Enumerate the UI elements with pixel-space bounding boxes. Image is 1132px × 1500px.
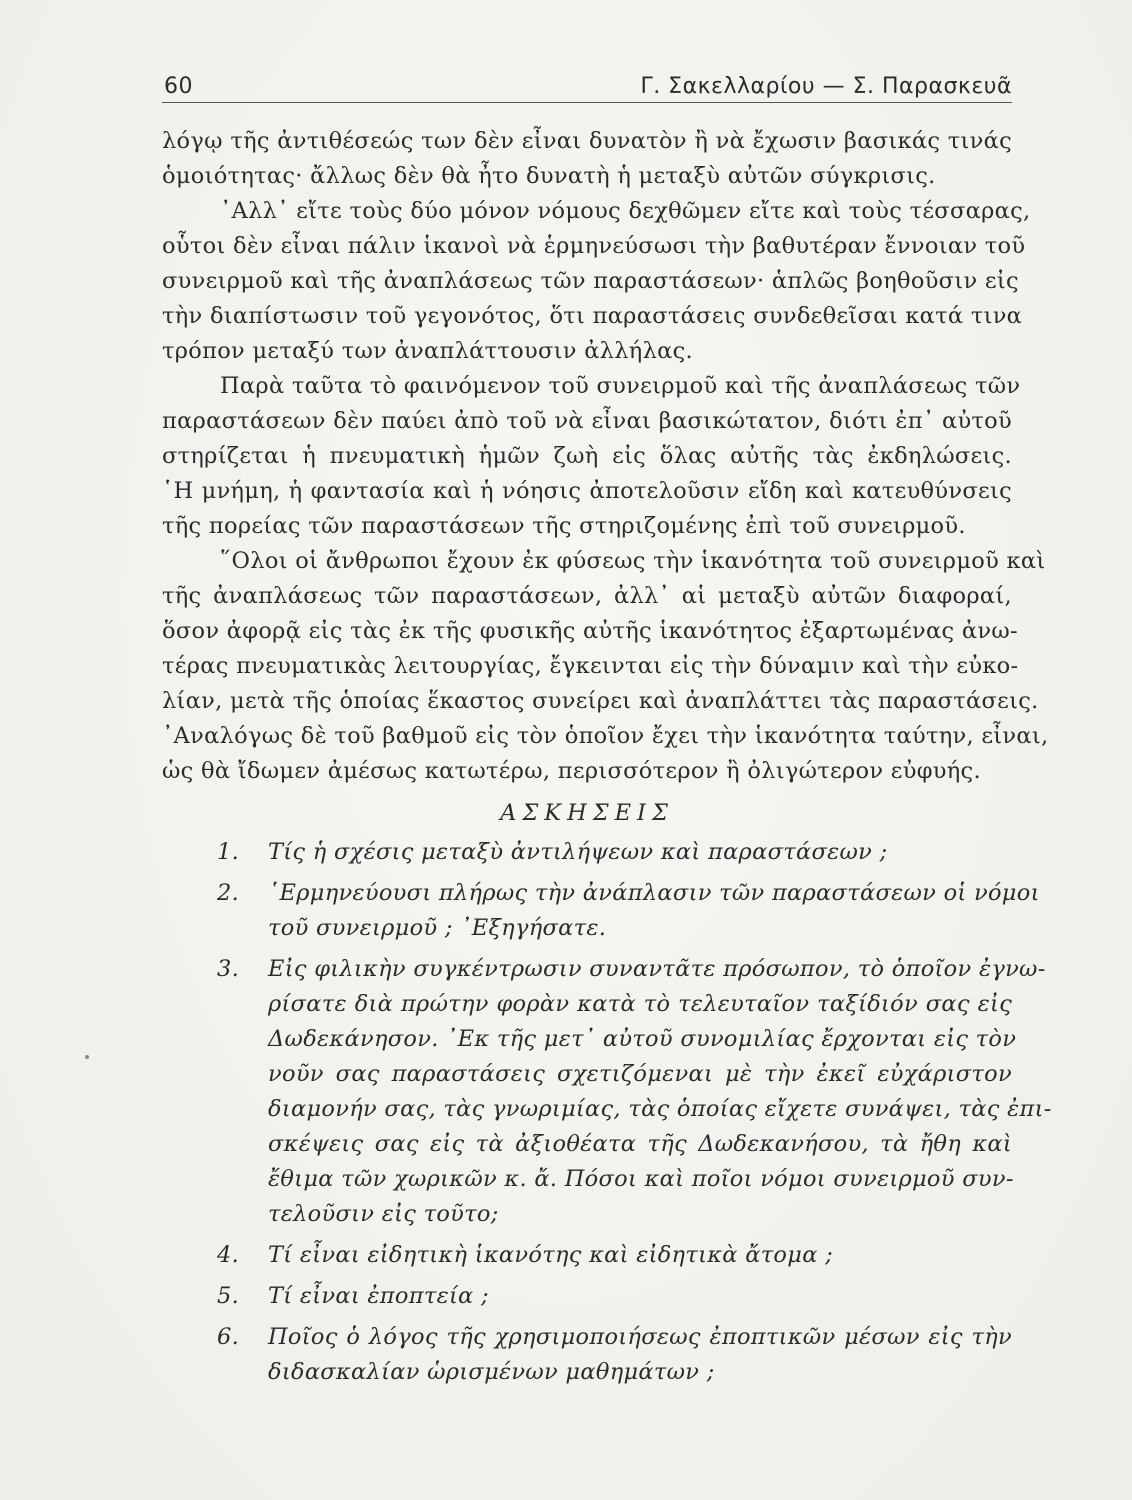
running-head: Γ. Σακελλαρίου — Σ. Παρασκευᾶ xyxy=(640,74,1012,99)
exercise-line: ρίσατε διὰ πρώτην φορὰν κατὰ τὸ τελευταῖον ταξίδιόν σας εἰς xyxy=(268,991,1012,1017)
text-line: τρόπον μεταξύ των ἀναπλάττουσιν ἀλλήλας. xyxy=(162,338,693,364)
text-line: ᾿Αλλ᾿ εἴτε τοὺς δύο μόνον νόμους δεχθῶμεν εἴτε καὶ τοὺς τέσσαρας, xyxy=(220,198,1031,224)
exercise-number: 4. xyxy=(217,1242,240,1268)
text-line: τὴν διαπίστωσιν τοῦ γεγονότος, ὅτι παραστάσεις συνδεθεῖσαι κατά τινα xyxy=(162,303,1023,329)
text-line: τῆς πορείας τῶν παραστάσεων τῆς στηριζομένης ἐπὶ τοῦ συνειρμοῦ. xyxy=(162,513,966,539)
text-line: τῆς ἀναπλάσεως τῶν παραστάσεων, ἀλλ᾿ αἱ μεταξὺ αὐτῶν διαφοραί, xyxy=(162,583,1012,609)
exercise-line xyxy=(162,876,1040,911)
exercise-text: Τί εἶναι εἰδητικὴ ἱκανότης καὶ εἰδητικὰ ἄτομα ; xyxy=(268,1242,834,1268)
exercise-text: Εἰς φιλικὴν συγκέντρωσιν συναντᾶτε πρόσωπον, τὸ ὁποῖον ἐγνω- xyxy=(268,956,1046,982)
text-line: παραστάσεων δὲν παύει ἀπὸ τοῦ νὰ εἶναι βασικώτατον, διότι ἐπ᾿ αὐτοῦ xyxy=(162,408,1012,434)
exercise-number: 2. xyxy=(217,880,240,906)
paragraph-3 xyxy=(162,369,1021,544)
exercise-number: 1. xyxy=(217,839,240,865)
exercise-line xyxy=(162,1320,1012,1355)
exercise-text: ῾Ερμηνεύουσι πλήρως τὴν ἀνάπλασιν τῶν παραστάσεων οἱ νόμοι xyxy=(268,880,1040,906)
exercise-item xyxy=(162,876,1040,946)
exercise-item xyxy=(162,835,1012,870)
paragraph-4 xyxy=(162,544,1049,789)
exercise-line xyxy=(162,835,1012,870)
exercise-line xyxy=(162,1238,1012,1273)
paragraph-2 xyxy=(162,194,1031,369)
exercises-list xyxy=(162,835,1052,1390)
exercise-line: Δωδεκάνησον. ᾿Εκ τῆς μετ᾿ αὐτοῦ συνομιλίας ἔρχονται εἰς τὸν xyxy=(268,1026,1017,1052)
exercises-heading: ΑΣΚΗΣΕΙΣ xyxy=(500,800,674,826)
exercise-text: Ποῖος ὁ λόγος τῆς χρησιμοποιήσεως ἐποπτικῶν μέσων εἰς τὴν xyxy=(268,1324,1012,1350)
exercise-line: ἔθιμα τῶν χωρικῶν κ. ἄ. Πόσοι καὶ ποῖοι νόμοι συνειρμοῦ συν- xyxy=(268,1166,1014,1192)
text-line: ᾿Αναλόγως δὲ τοῦ βαθμοῦ εἰς τὸν ὁποῖον ἔχει τὴν ἱκανότητα ταύτην, εἶναι, xyxy=(162,723,1049,749)
exercise-line: τελοῦσιν εἰς τοῦτο; xyxy=(268,1201,499,1227)
exercise-number: 6. xyxy=(217,1324,240,1350)
text-line: ὅσον ἀφορᾷ εἰς τὰς ἐκ τῆς φυσικῆς αὐτῆς ἱκανότητος ἐξαρτωμένας ἀνω- xyxy=(162,618,1018,644)
exercise-text: Τί εἶναι ἐποπτεία ; xyxy=(268,1283,489,1309)
text-line: στηρίζεται ἡ πνευματικὴ ἡμῶν ζωὴ εἰς ὅλας αὐτῆς τὰς ἐκδηλώσεις. xyxy=(162,443,1012,469)
paragraph-1 xyxy=(162,124,1012,194)
exercise-line: σκέψεις σας εἰς τὰ ἀξιοθέατα τῆς Δωδεκανήσου, τὰ ἤθη καὶ xyxy=(268,1131,1012,1157)
text-line: ῞Ολοι οἱ ἄνθρωποι ἔχουν ἐκ φύσεως τὴν ἱκανότητα τοῦ συνειρμοῦ καὶ xyxy=(220,548,1046,574)
exercise-item xyxy=(162,1279,1012,1314)
text-line: ὡς θὰ ἴδωμεν ἀμέσως κατωτέρω, περισσότερον ἢ ὀλιγώτερον εὐφυής. xyxy=(162,758,981,784)
exercise-item xyxy=(162,1320,1012,1390)
exercise-item xyxy=(162,1238,1012,1273)
exercise-number: 3. xyxy=(217,956,240,982)
page-number: 60 xyxy=(164,74,193,99)
text-line: Παρὰ ταῦτα τὸ φαινόμενον τοῦ συνειρμοῦ καὶ τῆς ἀναπλάσεως τῶν xyxy=(220,373,1021,399)
page-header xyxy=(162,70,1012,103)
exercise-text: Τίς ἡ σχέσις μεταξὺ ἀντιλήψεων καὶ παραστάσεων ; xyxy=(268,839,888,865)
text-line: ῾Η μνήμη, ἡ φαντασία καὶ ἡ νόησις ἀποτελοῦσιν εἴδη καὶ κατευθύνσεις xyxy=(162,478,1012,504)
text-line: λόγῳ τῆς ἀντιθέσεώς των δὲν εἶναι δυνατὸν ἢ νὰ ἔχωσιν βασικάς τινάς xyxy=(162,128,1012,154)
text-line: τέρας πνευματικὰς λειτουργίας, ἔγκεινται εἰς τὴν δύναμιν καὶ τὴν εὐκο- xyxy=(162,653,1019,679)
exercise-item xyxy=(162,952,1052,1232)
text-line: οὗτοι δὲν εἶναι πάλιν ἱκανοὶ νὰ ἑρμηνεύσωσι τὴν βαθυτέραν ἔννοιαν τοῦ xyxy=(162,233,1026,259)
exercise-number: 5. xyxy=(217,1283,240,1309)
exercise-line: τοῦ συνειρμοῦ ; ᾿Εξηγήσατε. xyxy=(268,915,607,941)
exercise-line: νοῦν σας παραστάσεις σχετιζόμεναι μὲ τὴν ἐκεῖ εὐχάριστον xyxy=(268,1061,1012,1087)
exercise-line: διαμονήν σας, τὰς γνωριμίας, τὰς ὁποίας εἴχετε συνάψει, τὰς ἐπι- xyxy=(268,1096,1052,1122)
exercise-line xyxy=(162,952,1046,987)
exercise-line xyxy=(162,1279,1012,1314)
exercise-line: διδασκαλίαν ὡρισμένων μαθημάτων ; xyxy=(268,1359,715,1385)
text-line: λίαν, μετὰ τῆς ὁποίας ἕκαστος συνείρει καὶ ἀναπλάττει τὰς παραστάσεις. xyxy=(162,688,1039,714)
text-line: συνειρμοῦ καὶ τῆς ἀναπλάσεως τῶν παραστάσεων· ἁπλῶς βοηθοῦσιν εἰς xyxy=(162,268,1019,294)
page-body xyxy=(162,124,1052,1390)
ink-speck xyxy=(85,1055,89,1059)
text-line: ὁμοιότητας· ἄλλως δὲν θὰ ἦτο δυνατὴ ἡ μεταξὺ αὐτῶν σύγκρισις. xyxy=(162,163,936,189)
